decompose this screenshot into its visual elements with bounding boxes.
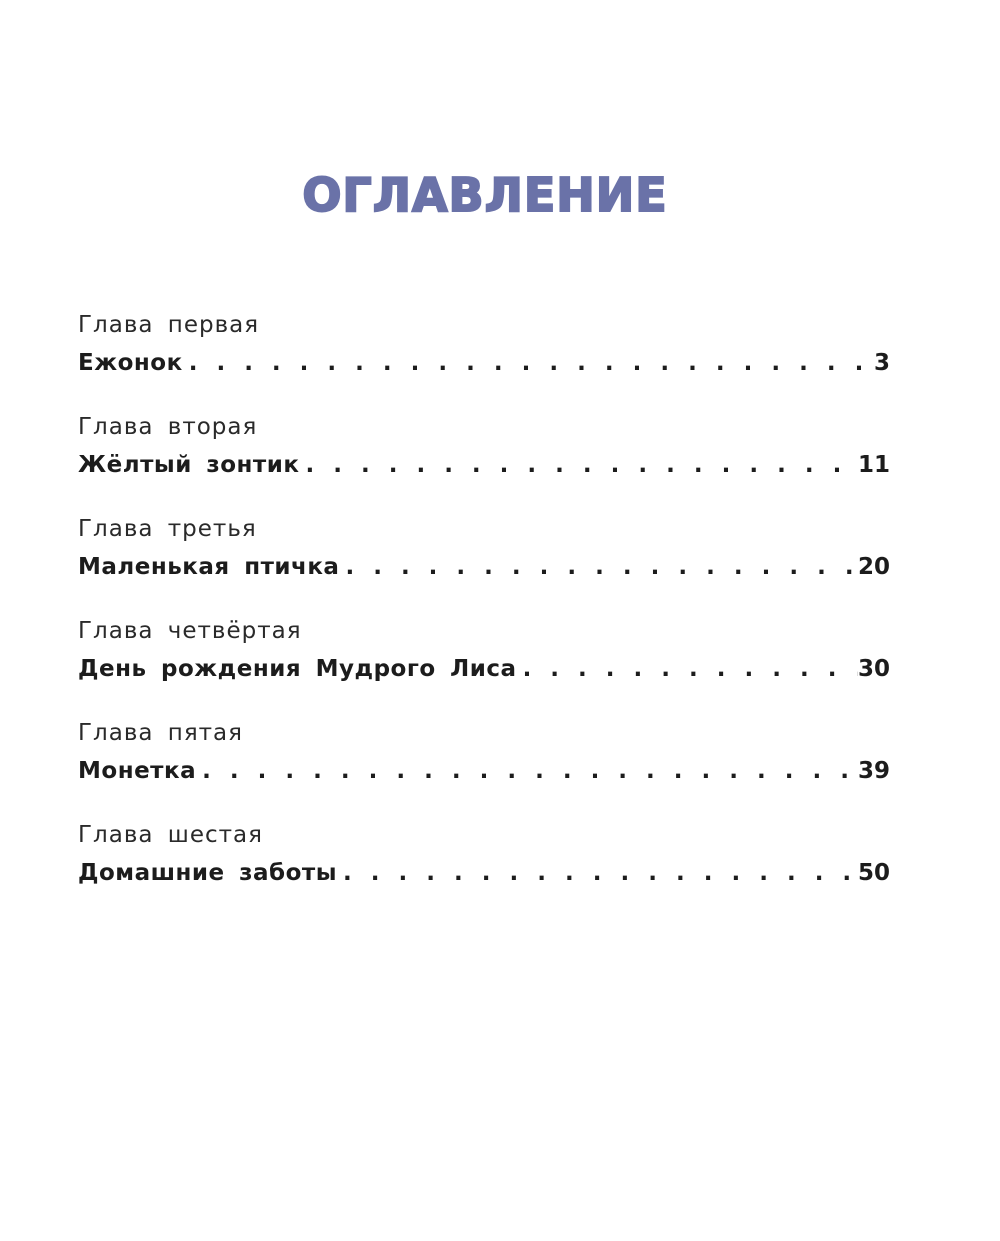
toc-entry — [78, 820, 890, 922]
page-title: ОГЛАВЛЕНИЕ — [302, 168, 668, 222]
chapter-title: Монетка — [78, 758, 197, 784]
dot-leader — [523, 656, 858, 682]
toc-line — [78, 860, 890, 892]
toc-entry — [78, 310, 890, 412]
chapter-title: Жёлтый зонтик — [78, 452, 300, 478]
chapter-label: Глава третья — [78, 516, 257, 542]
toc-entry — [78, 718, 890, 820]
page-number: 30 — [857, 656, 890, 682]
dot-leader — [345, 554, 858, 580]
toc-entry — [78, 616, 890, 718]
toc-entry — [78, 514, 890, 616]
dot-leader — [189, 350, 874, 376]
chapter-label: Глава четвёртая — [78, 618, 302, 644]
page-number: 11 — [857, 452, 890, 478]
chapter-label: Глава вторая — [78, 414, 258, 440]
chapter-label: Глава первая — [78, 312, 260, 338]
toc-line — [78, 350, 890, 382]
dot-leader — [305, 452, 858, 478]
toc-line — [78, 758, 890, 790]
dot-leader — [343, 860, 858, 886]
chapter-label: Глава шестая — [78, 822, 263, 848]
page-number: 3 — [873, 350, 890, 376]
dot-leader — [202, 758, 858, 784]
toc-line — [78, 452, 890, 484]
toc-entry — [78, 412, 890, 514]
chapter-title: Маленькая птичка — [78, 554, 340, 580]
page-number: 39 — [857, 758, 890, 784]
table-of-contents — [78, 310, 890, 922]
chapter-title: Ежонок — [78, 350, 183, 376]
toc-line — [78, 656, 890, 688]
page-number: 50 — [857, 860, 890, 886]
page-number: 20 — [857, 554, 890, 580]
chapter-title: День рождения Мудрого Лиса — [78, 656, 517, 682]
chapter-label: Глава пятая — [78, 720, 243, 746]
toc-line — [78, 554, 890, 586]
chapter-title: Домашние заботы — [78, 860, 338, 886]
